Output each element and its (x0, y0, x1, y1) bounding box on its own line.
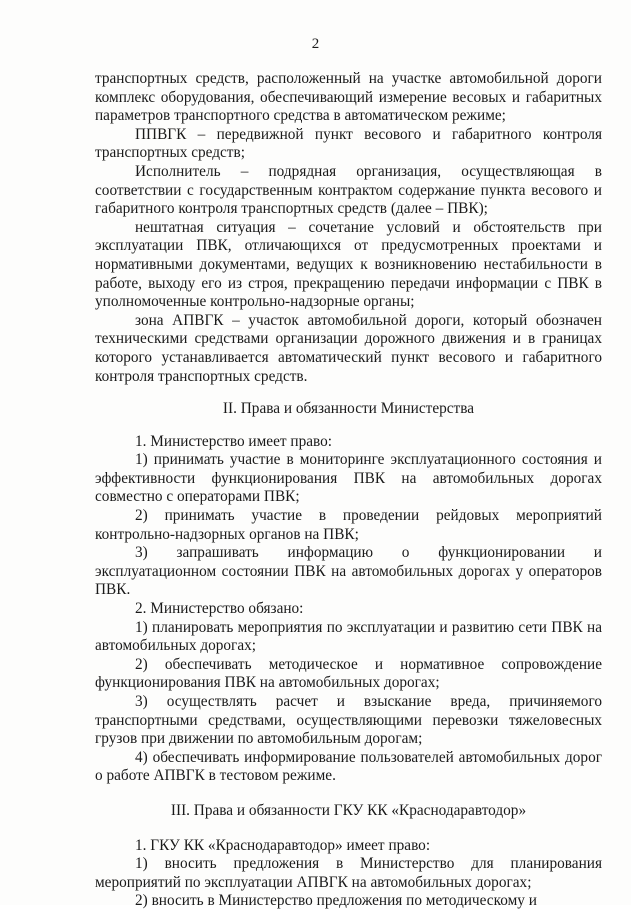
paragraph-executor-definition: Исполнитель – подрядная организация, осуществляющая в соответствии с государственным контрактом содержание пункта весового и габаритного контроля транспортных средств (далее – ПВК); (95, 162, 602, 218)
paragraph-ministry-right-3: 3) запрашивать информацию о функционировании и эксплуатационном состоянии ПВК на автомобильных дорогах у операторов ПВК. (95, 544, 602, 599)
page-number: 2 (311, 36, 320, 52)
paragraph-gku-rights: 1. ГКУ КК «Краснодаравтодор» имеет право: (135, 836, 431, 854)
document-body (95, 70, 602, 911)
paragraph-ministry-right-1: 1) принимать участие в мониторинге эксплуатационного состояния и эффективности функционирования ПВК на автомобильных дорогах совместно с операторами ПВК; (95, 451, 602, 506)
paragraph-ministry-duties: 2. Министерство обязано: (135, 600, 304, 618)
paragraph-gku-right-1: 1) вносить предложения в Министерство для планирования мероприятий по эксплуатации АПВГК на автомобильных дорогах; (95, 855, 602, 891)
paragraph-ministry-right-2: 2) принимать участие в проведении рейдовых мероприятий контрольно-надзорных органов на ПВК; (95, 507, 602, 543)
paragraph-ministry-duty-3: 3) осуществлять расчет и взыскание вреда, причиняемого транспортными средствами, осуществляющими перевозки тяжеловесных грузов при движении по автомобильным дорогам; (95, 693, 602, 748)
paragraph-ppvgk-definition: ППВГК – передвижной пункт весового и габаритного контроля транспортных средств; (95, 125, 602, 162)
paragraph-emergency-definition: нештатная ситуация – сочетание условий и обстоятельств при эксплуатации ПВК, отличающихся от предусмотренных проектами и нормативными документами, ведущих к возникновению нестабильности в работе, выходу его из строя, прекращению передачи информации с ПВК в уполномоченные контрольно-надзорные органы; (95, 218, 602, 311)
paragraph-ministry-duty-4: 4) обеспечивать информирование пользователей автомобильных дорог о работе АПВГК в тестовом режиме. (95, 748, 602, 785)
section-heading-ministry: II. Права и обязанности Министерства (222, 400, 475, 418)
paragraph-gku-right-2: 2) вносить в Министерство предложения по методическому и (135, 892, 537, 910)
paragraph-ministry-duty-2: 2) обеспечивать методическое и нормативное сопровождение функционирования ПВК на автомобильных дорогах; (95, 655, 602, 692)
section-heading-gku: III. Права и обязанности ГКУ КК «Краснодаравтодор» (170, 801, 527, 819)
paragraph-ministry-duty-1: 1) планировать мероприятия по эксплуатации и развитию сети ПВК на автомобильных дорогах; (95, 618, 602, 655)
paragraph-ministry-rights: 1. Министерство имеет право: (135, 432, 333, 450)
paragraph-apvgk-definition-end: транспортных средств, расположенный на участке автомобильной дороги комплекс оборудования, обеспечивающий измерение весовых и габаритных параметров транспортного средства в автоматическом режиме; (95, 70, 602, 125)
paragraph-apvgk-zone-definition: зона АПВГК – участок автомобильной дороги, который обозначен техническими средствами организации дорожного движения и в границах которого устанавливается автоматический пункт весового и габаритного контроля транспортных средств. (95, 311, 602, 385)
